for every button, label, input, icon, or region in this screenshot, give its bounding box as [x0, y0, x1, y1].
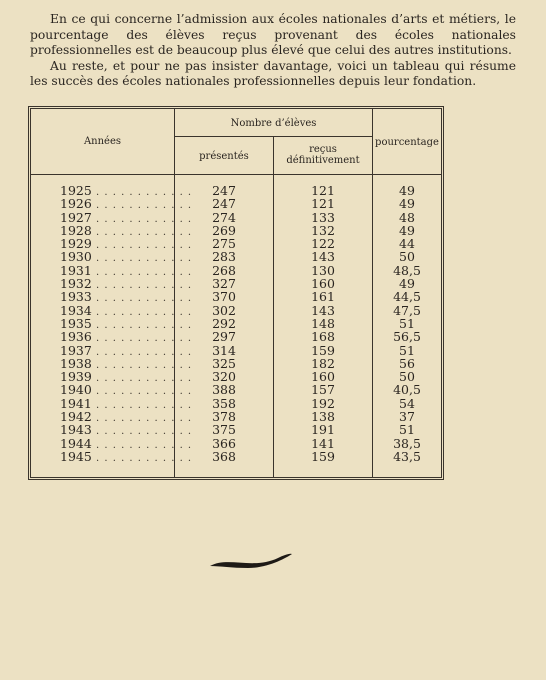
year-cell: 1938: [60, 355, 92, 371]
received-cell: 192: [311, 395, 335, 411]
percentage-cell: 38,5: [393, 435, 421, 451]
year-cell: 1936: [60, 329, 92, 345]
row-year: [60, 236, 193, 252]
received-cell: 122: [311, 236, 335, 252]
header-received-line2: définitivement: [286, 155, 360, 166]
percentage-cell: 47,5: [393, 302, 421, 318]
received-cell: 160: [311, 369, 335, 385]
presented-cell: 297: [212, 329, 236, 345]
received-cell: 121: [311, 196, 335, 212]
leader-dots: . . . . . . . . . . . .: [91, 439, 193, 451]
header-group: Nombre d’élèves: [230, 118, 317, 129]
presented-cell: 320: [212, 369, 236, 385]
leader-dots: . . . . . . . . . . . .: [91, 187, 193, 198]
percentage-cell: 43,5: [393, 448, 421, 464]
year-cell: 1927: [60, 209, 92, 225]
year-cell: 1942: [60, 409, 92, 425]
received-cell: 160: [311, 276, 335, 292]
percentage-cell: 49: [399, 183, 415, 198]
leader-dots: . . . . . . . . . . . .: [91, 280, 193, 292]
year-cell: 1929: [60, 236, 92, 252]
presented-cell: 370: [212, 289, 236, 305]
header-received: [274, 144, 372, 166]
leader-dots: . . . . . . . . . . . .: [91, 306, 193, 318]
row-year: [60, 222, 193, 238]
presented-cell: 388: [212, 382, 236, 398]
percentage-cell: 51: [399, 422, 415, 438]
table-rule-h-group: [175, 136, 372, 137]
leader-dots: . . . . . . . . . . . .: [91, 399, 193, 411]
row-year: [60, 183, 193, 198]
row-year: [60, 382, 193, 398]
presented-cell: 269: [212, 222, 236, 238]
year-cell: 1934: [60, 302, 92, 318]
leader-dots: . . . . . . . . . . . .: [91, 333, 193, 345]
percentage-cell: 37: [399, 409, 415, 425]
year-cell: 1944: [60, 435, 92, 451]
presented-cell: 274: [212, 209, 236, 225]
intro-paragraph-2: Au reste, et pour ne pas insister davantage, voici un tableau qui résume les succès des écoles nationales professionnelles depuis leur fondation.: [30, 58, 516, 88]
leader-dots: . . . . . . . . . . . .: [91, 359, 193, 371]
row-year: [60, 302, 193, 318]
intro-text: [30, 12, 516, 90]
presented-cell: 292: [212, 315, 236, 331]
leader-dots: . . . . . . . . . . . .: [91, 253, 193, 265]
header-received-line1: reçus: [309, 144, 337, 155]
leader-dots: . . . . . . . . . . . .: [91, 413, 193, 425]
presented-cell: 378: [212, 409, 236, 425]
year-cell: 1940: [60, 382, 92, 398]
percentage-cell: 44: [399, 236, 415, 252]
presented-cell: 358: [212, 395, 236, 411]
percentage-cell: 50: [399, 369, 415, 385]
received-cell: 161: [311, 289, 335, 305]
year-cell: 1926: [60, 196, 92, 212]
year-cell: 1943: [60, 422, 92, 438]
percentage-cell: 51: [399, 315, 415, 331]
year-cell: 1928: [60, 222, 92, 238]
received-cell: 182: [311, 355, 335, 371]
percentage-cell: 49: [399, 276, 415, 292]
row-year: [60, 355, 193, 371]
percentage-cell: 48: [399, 209, 415, 225]
percentage-cell: 56: [399, 355, 415, 371]
column-received: [274, 184, 372, 463]
column-presented: [175, 184, 273, 463]
year-cell: 1939: [60, 369, 92, 385]
row-year: [60, 409, 193, 425]
year-cell: 1925: [60, 183, 92, 198]
year-cell: 1931: [60, 262, 92, 278]
presented-cell: 375: [212, 422, 236, 438]
received-cell: 159: [311, 448, 335, 464]
received-cell: 132: [311, 222, 335, 238]
received-cell: 143: [311, 249, 335, 265]
percentage-cell: 48,5: [393, 262, 421, 278]
presented-cell: 302: [212, 302, 236, 318]
row-year: [60, 289, 193, 305]
leader-dots: . . . . . . . . . . . .: [91, 240, 193, 252]
year-cell: 1935: [60, 315, 92, 331]
leader-dots: . . . . . . . . . . . .: [91, 226, 193, 238]
row-year: [60, 395, 193, 411]
leader-dots: . . . . . . . . . . . .: [91, 293, 193, 305]
presented-cell: 325: [212, 355, 236, 371]
year-cell: 1937: [60, 342, 92, 358]
row-year: [60, 329, 193, 345]
presented-cell: 314: [212, 342, 236, 358]
row-year: [60, 448, 193, 464]
percentage-cell: 49: [399, 196, 415, 212]
percentage-cell: 51: [399, 342, 415, 358]
received-cell: 130: [311, 262, 335, 278]
leader-dots: . . . . . . . . . . . .: [91, 346, 193, 358]
leader-dots: . . . . . . . . . . . .: [91, 319, 193, 331]
presented-cell: 327: [212, 276, 236, 292]
decorative-swash-ornament: [208, 548, 294, 572]
received-cell: 133: [311, 209, 335, 225]
year-cell: 1941: [60, 395, 92, 411]
year-cell: 1945: [60, 448, 92, 464]
received-cell: 191: [311, 422, 335, 438]
column-years: [60, 183, 193, 464]
received-cell: 141: [311, 435, 335, 451]
leader-dots: . . . . . . . . . . . .: [91, 452, 193, 464]
leader-dots: . . . . . . . . . . . .: [91, 373, 193, 385]
received-cell: 138: [311, 409, 335, 425]
row-year: [60, 435, 193, 451]
presented-cell: 247: [212, 196, 236, 212]
row-year: [60, 196, 193, 212]
leader-dots: . . . . . . . . . . . .: [91, 386, 193, 398]
percentage-cell: 44,5: [393, 289, 421, 305]
percentage-cell: 54: [399, 395, 415, 411]
row-year: [60, 209, 193, 225]
received-cell: 121: [311, 183, 335, 198]
row-year: [60, 369, 193, 385]
received-cell: 148: [311, 315, 335, 331]
year-cell: 1932: [60, 276, 92, 292]
leader-dots: . . . . . . . . . . . .: [91, 213, 193, 225]
received-cell: 159: [311, 342, 335, 358]
row-year: [60, 262, 193, 278]
leader-dots: . . . . . . . . . . . .: [91, 266, 193, 278]
presented-cell: 268: [212, 262, 236, 278]
row-year: [60, 422, 193, 438]
received-cell: 157: [311, 382, 335, 398]
header-years: Années: [83, 136, 122, 147]
column-percentage: [373, 184, 441, 463]
intro-paragraph-1: En ce qui concerne l’admission aux écoles nationales d’arts et métiers, le pourcentage des élèves reçus provenant des écoles nationales professionnelles est de beaucoup plus élevé que celui des autres institutions.: [30, 12, 516, 57]
received-cell: 143: [311, 302, 335, 318]
percentage-cell: 50: [399, 249, 415, 265]
presented-cell: 247: [212, 183, 236, 198]
row-year: [60, 342, 193, 358]
presented-cell: 283: [212, 249, 236, 265]
row-year: [60, 315, 193, 331]
presented-cell: 368: [212, 448, 236, 464]
table-rule-h-header: [31, 174, 441, 175]
received-cell: 168: [311, 329, 335, 345]
percentage-cell: 56,5: [393, 329, 421, 345]
presented-cell: 366: [212, 435, 236, 451]
presented-cell: 275: [212, 236, 236, 252]
percentage-cell: 40,5: [393, 382, 421, 398]
row-year: [60, 276, 193, 292]
header-presented: présentés: [199, 151, 249, 162]
header-percentage: pourcentage: [375, 137, 439, 148]
leader-dots: . . . . . . . . . . . .: [91, 426, 193, 438]
percentage-cell: 49: [399, 222, 415, 238]
year-cell: 1930: [60, 249, 92, 265]
year-cell: 1933: [60, 289, 92, 305]
leader-dots: . . . . . . . . . . . .: [91, 200, 193, 212]
row-year: [60, 249, 193, 265]
